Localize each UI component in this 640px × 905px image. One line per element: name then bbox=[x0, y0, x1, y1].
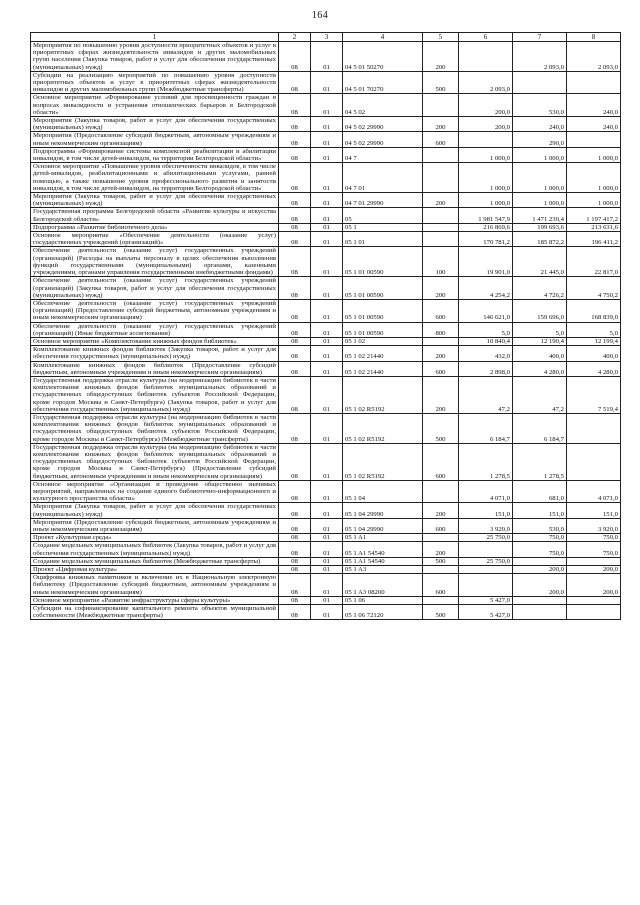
amount-col6 bbox=[459, 132, 513, 147]
expense-type-code: 600 bbox=[423, 361, 459, 376]
subsection-code: 01 bbox=[311, 147, 343, 162]
target-article-code: 05 1 04 29990 bbox=[343, 518, 423, 533]
section-code: 08 bbox=[279, 542, 311, 557]
target-article-code: 05 1 06 bbox=[343, 596, 423, 604]
target-article-code: 05 1 A3 08200 bbox=[343, 574, 423, 597]
section-code: 08 bbox=[279, 413, 311, 443]
table-row bbox=[31, 193, 621, 208]
subsection-code: 01 bbox=[311, 574, 343, 597]
amount-col7: 200,0 bbox=[513, 574, 567, 597]
target-article-code: 04 5 02 bbox=[343, 94, 423, 117]
amount-col6: 6 184,7 bbox=[459, 413, 513, 443]
amount-col7 bbox=[513, 605, 567, 620]
expense-type-code: 600 bbox=[423, 443, 459, 480]
amount-col7: 4 280,0 bbox=[513, 361, 567, 376]
section-code: 08 bbox=[279, 480, 311, 503]
expense-type-code: 500 bbox=[423, 71, 459, 94]
amount-col7: 47,2 bbox=[513, 376, 567, 413]
section-code: 08 bbox=[279, 193, 311, 208]
amount-col8 bbox=[567, 443, 621, 480]
amount-col8 bbox=[567, 132, 621, 147]
subsection-code: 01 bbox=[311, 322, 343, 337]
table-header-row bbox=[31, 33, 621, 42]
section-code: 08 bbox=[279, 518, 311, 533]
amount-col6: 432,0 bbox=[459, 346, 513, 361]
column-header: 3 bbox=[311, 33, 343, 42]
amount-col6: 10 840,4 bbox=[459, 337, 513, 345]
amount-col8: 240,0 bbox=[567, 94, 621, 117]
amount-col7: 750,0 bbox=[513, 534, 567, 542]
amount-col7: 5,0 bbox=[513, 322, 567, 337]
row-description: Основное мероприятие «Комплектование книжных фондов библиотек» bbox=[31, 337, 279, 345]
section-code: 08 bbox=[279, 163, 311, 193]
section-code: 08 bbox=[279, 299, 311, 322]
row-description: Обеспечение деятельности (оказание услуг) государственных учреждений (организаций) (Предоставление субсидий бюджетным, автономным учреждениям и иным некоммерческим организациям) bbox=[31, 299, 279, 322]
column-header: 5 bbox=[423, 33, 459, 42]
table-row bbox=[31, 208, 621, 223]
amount-col7: 159 696,0 bbox=[513, 299, 567, 322]
amount-col8 bbox=[567, 71, 621, 94]
subsection-code: 01 bbox=[311, 346, 343, 361]
expense-type-code: 600 bbox=[423, 132, 459, 147]
expense-type-code: 600 bbox=[423, 518, 459, 533]
amount-col6: 170 781,2 bbox=[459, 232, 513, 247]
amount-col8: 1 000,0 bbox=[567, 147, 621, 162]
section-code: 08 bbox=[279, 232, 311, 247]
amount-col7: 750,0 bbox=[513, 542, 567, 557]
amount-col8: 3 920,0 bbox=[567, 518, 621, 533]
target-article-code: 04 5 02 29990 bbox=[343, 132, 423, 147]
table-row bbox=[31, 337, 621, 345]
section-code: 08 bbox=[279, 277, 311, 300]
amount-col7: 681,0 bbox=[513, 480, 567, 503]
target-article-code: 05 1 01 00590 bbox=[343, 322, 423, 337]
subsection-code: 01 bbox=[311, 132, 343, 147]
target-article-code: 05 1 02 R5192 bbox=[343, 376, 423, 413]
target-article-code: 05 1 01 bbox=[343, 232, 423, 247]
row-description: Основное мероприятие «Организация и проведение общественно значимых мероприятий, направленных на создание единого библиотечно-информационного и культурного пространства области» bbox=[31, 480, 279, 503]
section-code: 08 bbox=[279, 247, 311, 277]
target-article-code: 05 1 02 bbox=[343, 337, 423, 345]
table-row bbox=[31, 566, 621, 574]
table-row bbox=[31, 413, 621, 443]
amount-col7: 200,0 bbox=[513, 566, 567, 574]
amount-col6: 1 000,0 bbox=[459, 163, 513, 193]
target-article-code: 05 1 06 72120 bbox=[343, 605, 423, 620]
amount-col7: 21 445,0 bbox=[513, 247, 567, 277]
amount-col7: 151,0 bbox=[513, 503, 567, 518]
row-description: Мероприятия (Предоставление субсидий бюджетным, автономным учреждениям и иным некоммерческим организациям) bbox=[31, 518, 279, 533]
amount-col7: 185 872,2 bbox=[513, 232, 567, 247]
subsection-code: 01 bbox=[311, 518, 343, 533]
subsection-code: 01 bbox=[311, 232, 343, 247]
target-article-code: 05 bbox=[343, 208, 423, 223]
subsection-code: 01 bbox=[311, 277, 343, 300]
expense-type-code: 800 bbox=[423, 322, 459, 337]
column-header: 6 bbox=[459, 33, 513, 42]
subsection-code: 01 bbox=[311, 480, 343, 503]
expense-type-code bbox=[423, 596, 459, 604]
column-header: 4 bbox=[343, 33, 423, 42]
section-code: 08 bbox=[279, 132, 311, 147]
target-article-code: 04 5 02 29990 bbox=[343, 117, 423, 132]
section-code: 08 bbox=[279, 361, 311, 376]
amount-col7: 1 278,5 bbox=[513, 443, 567, 480]
amount-col6: 25 750,0 bbox=[459, 557, 513, 565]
expense-type-code bbox=[423, 94, 459, 117]
amount-col8: 4 280,0 bbox=[567, 361, 621, 376]
table-row bbox=[31, 94, 621, 117]
target-article-code: 05 1 02 R5192 bbox=[343, 413, 423, 443]
amount-col7: 290,0 bbox=[513, 132, 567, 147]
subsection-code: 01 bbox=[311, 299, 343, 322]
target-article-code: 04 5 01 70270 bbox=[343, 71, 423, 94]
section-code: 08 bbox=[279, 574, 311, 597]
amount-col7: 2 093,0 bbox=[513, 42, 567, 72]
amount-col8: 2 093,0 bbox=[567, 42, 621, 72]
target-article-code: 04 5 01 50270 bbox=[343, 42, 423, 72]
amount-col8: 750,0 bbox=[567, 542, 621, 557]
expense-type-code: 600 bbox=[423, 299, 459, 322]
amount-col7: 1 000,0 bbox=[513, 147, 567, 162]
expense-type-code: 200 bbox=[423, 542, 459, 557]
budget-table bbox=[30, 32, 621, 620]
table-row bbox=[31, 596, 621, 604]
amount-col7 bbox=[513, 596, 567, 604]
row-description: Обеспечение деятельности (оказание услуг) государственных учреждений (организаций) (Расходы на выплаты персоналу в целях обеспечения выполнения функций государственными (муниципальными) органами, казенными учреждениями, органами управления государственными внебюджетными фондами) bbox=[31, 247, 279, 277]
table-row bbox=[31, 247, 621, 277]
section-code: 08 bbox=[279, 337, 311, 345]
amount-col6: 200,0 bbox=[459, 94, 513, 117]
row-description: Государственная программа Белгородской области «Развитие культуры и искусства Белгородской области» bbox=[31, 208, 279, 223]
expense-type-code: 200 bbox=[423, 193, 459, 208]
amount-col8: 168 839,0 bbox=[567, 299, 621, 322]
amount-col7 bbox=[513, 71, 567, 94]
table-row bbox=[31, 223, 621, 231]
table-row bbox=[31, 534, 621, 542]
subsection-code: 01 bbox=[311, 542, 343, 557]
section-code: 08 bbox=[279, 42, 311, 72]
row-description: Государственная поддержка отрасли культуры (на модернизацию библиотек в части комплектования книжных фондов библиотек муниципальных образований и государственных общедоступных библиотек субъектов Российской Федерации, кроме городов Москвы и Санкт-Петербурга) (Межбюджетные трансферты) bbox=[31, 413, 279, 443]
amount-col7: 12 190,4 bbox=[513, 337, 567, 345]
amount-col6: 25 750,0 bbox=[459, 534, 513, 542]
expense-type-code bbox=[423, 147, 459, 162]
target-article-code: 05 1 A1 bbox=[343, 534, 423, 542]
expense-type-code: 100 bbox=[423, 247, 459, 277]
amount-col6: 4 071,0 bbox=[459, 480, 513, 503]
amount-col6: 1 278,5 bbox=[459, 443, 513, 480]
amount-col6: 19 901,0 bbox=[459, 247, 513, 277]
row-description: Субсидии на реализацию мероприятий по повышению уровня доступности приоритетных объектов и услуг в приоритетных сферах жизнедеятельности инвалидов и других маломобильных групп (Межбюджетные трансферты) bbox=[31, 71, 279, 94]
expense-type-code: 200 bbox=[423, 346, 459, 361]
expense-type-code: 500 bbox=[423, 557, 459, 565]
column-header: 8 bbox=[567, 33, 621, 42]
row-description: Мероприятия (Предоставление субсидий бюджетным, автономным учреждениям и иным некоммерческим организациям) bbox=[31, 132, 279, 147]
amount-col8: 12 199,4 bbox=[567, 337, 621, 345]
row-description: Основное мероприятие «Обеспечение деятельности (оказание услуг) государственных учреждений (организаций)» bbox=[31, 232, 279, 247]
expense-type-code: 200 bbox=[423, 42, 459, 72]
row-description: Государственная поддержка отрасли культуры (на модернизацию библиотек в части комплектования книжных фондов библиотек муниципальных образований и государственных общедоступных библиотек субъектов Российской Федерации, кроме городов Москвы и Санкт-Петербурга) (Предоставление субсидий бюджетным, автономным учреждениям и иным некоммерческим организациям) bbox=[31, 443, 279, 480]
amount-col6: 151,0 bbox=[459, 503, 513, 518]
row-description: Мероприятия (Закупка товаров, работ и услуг для обеспечения государственных (муниципальных) нужд) bbox=[31, 117, 279, 132]
row-description: Основное мероприятие «Развитие инфраструктуры сферы культуры» bbox=[31, 596, 279, 604]
amount-col7: 400,0 bbox=[513, 346, 567, 361]
amount-col6: 146 621,0 bbox=[459, 299, 513, 322]
target-article-code: 04 7 bbox=[343, 147, 423, 162]
table-row bbox=[31, 503, 621, 518]
expense-type-code: 200 bbox=[423, 117, 459, 132]
target-article-code: 05 1 01 00590 bbox=[343, 299, 423, 322]
table-row bbox=[31, 361, 621, 376]
amount-col8: 240,0 bbox=[567, 117, 621, 132]
subsection-code: 01 bbox=[311, 208, 343, 223]
subsection-code: 01 bbox=[311, 596, 343, 604]
expense-type-code bbox=[423, 534, 459, 542]
amount-col8 bbox=[567, 413, 621, 443]
row-description: Подпрограмма «Развитие библиотечного дела» bbox=[31, 223, 279, 231]
section-code: 08 bbox=[279, 208, 311, 223]
expense-type-code: 600 bbox=[423, 574, 459, 597]
target-article-code: 05 1 A1 54540 bbox=[343, 557, 423, 565]
table-row bbox=[31, 574, 621, 597]
amount-col8: 7 519,4 bbox=[567, 376, 621, 413]
expense-type-code: 200 bbox=[423, 503, 459, 518]
amount-col6: 1 000,0 bbox=[459, 193, 513, 208]
row-description: Проект «Культурная среда» bbox=[31, 534, 279, 542]
table-row bbox=[31, 443, 621, 480]
row-description: Обеспечение деятельности (оказание услуг) государственных учреждений (организаций) (Иные бюджетные ассигнования) bbox=[31, 322, 279, 337]
expense-type-code bbox=[423, 208, 459, 223]
expense-type-code bbox=[423, 566, 459, 574]
amount-col7: 530,0 bbox=[513, 94, 567, 117]
table-row bbox=[31, 605, 621, 620]
amount-col8: 5,0 bbox=[567, 322, 621, 337]
amount-col6 bbox=[459, 566, 513, 574]
table-row bbox=[31, 480, 621, 503]
expense-type-code bbox=[423, 232, 459, 247]
expense-type-code bbox=[423, 163, 459, 193]
section-code: 08 bbox=[279, 223, 311, 231]
row-description: Комплектование книжных фондов библиотек (Предоставление субсидий бюджетным, автономным учреждениям и иным некоммерческим организациям) bbox=[31, 361, 279, 376]
target-article-code: 05 1 01 00590 bbox=[343, 247, 423, 277]
table-row bbox=[31, 117, 621, 132]
amount-col7: 1 000,0 bbox=[513, 193, 567, 208]
target-article-code: 05 1 02 21440 bbox=[343, 361, 423, 376]
row-description: Основное мероприятие «Повышение уровня обеспеченности инвалидов, в том числе детей-инвалидов, реабилитационными и абилитационными услугами, ранней помощью, а также повышение уровня профессионального развития и занятости инвалидов, в том числе детей-инвалидов, на территории Белгородской области» bbox=[31, 163, 279, 193]
amount-col7: 4 726,2 bbox=[513, 277, 567, 300]
amount-col6: 5,0 bbox=[459, 322, 513, 337]
table-row bbox=[31, 299, 621, 322]
column-header: 2 bbox=[279, 33, 311, 42]
subsection-code: 01 bbox=[311, 71, 343, 94]
amount-col7: 1 000,0 bbox=[513, 163, 567, 193]
subsection-code: 01 bbox=[311, 337, 343, 345]
subsection-code: 01 bbox=[311, 361, 343, 376]
section-code: 08 bbox=[279, 557, 311, 565]
column-header: 7 bbox=[513, 33, 567, 42]
row-description: Создание модельных муниципальных библиотек (Закупка товаров, работ и услуг для обеспечения государственных (муниципальных) нужд) bbox=[31, 542, 279, 557]
section-code: 08 bbox=[279, 596, 311, 604]
amount-col8: 200,0 bbox=[567, 566, 621, 574]
section-code: 08 bbox=[279, 346, 311, 361]
amount-col8: 151,0 bbox=[567, 503, 621, 518]
subsection-code: 01 bbox=[311, 117, 343, 132]
amount-col6: 4 254,2 bbox=[459, 277, 513, 300]
amount-col6: 3 920,0 bbox=[459, 518, 513, 533]
amount-col6: 216 869,6 bbox=[459, 223, 513, 231]
expense-type-code: 200 bbox=[423, 277, 459, 300]
table-row bbox=[31, 557, 621, 565]
subsection-code: 01 bbox=[311, 163, 343, 193]
amount-col8: 750,0 bbox=[567, 534, 621, 542]
amount-col8: 196 411,2 bbox=[567, 232, 621, 247]
expense-type-code bbox=[423, 337, 459, 345]
section-code: 08 bbox=[279, 605, 311, 620]
target-article-code: 05 1 01 00590 bbox=[343, 277, 423, 300]
row-description: Государственная поддержка отрасли культуры (на модернизацию библиотек в части комплектования книжных фондов библиотек муниципальных образований и государственных общедоступных библиотек субъектов Российской Федерации, кроме городов Москвы и Санкт-Петербурга) (Закупка товаров, работ и услуг для обеспечения государственных (муниципальных) нужд) bbox=[31, 376, 279, 413]
target-article-code: 05 1 A1 54540 bbox=[343, 542, 423, 557]
subsection-code: 01 bbox=[311, 247, 343, 277]
row-description: Мероприятия (Закупка товаров, работ и услуг для обеспечения государственных (муниципальных) нужд) bbox=[31, 193, 279, 208]
amount-col8: 1 000,0 bbox=[567, 163, 621, 193]
target-article-code: 05 1 02 R5192 bbox=[343, 443, 423, 480]
expense-type-code: 500 bbox=[423, 605, 459, 620]
amount-col6: 5 427,0 bbox=[459, 596, 513, 604]
section-code: 08 bbox=[279, 566, 311, 574]
row-description: Обеспечение деятельности (оказание услуг) государственных учреждений (организаций) (Закупка товаров, работ и услуг для обеспечения государственных (муниципальных) нужд) bbox=[31, 277, 279, 300]
table-row bbox=[31, 376, 621, 413]
amount-col8: 22 817,0 bbox=[567, 247, 621, 277]
amount-col7 bbox=[513, 557, 567, 565]
amount-col6: 5 427,0 bbox=[459, 605, 513, 620]
subsection-code: 01 bbox=[311, 223, 343, 231]
row-description: Мероприятия по повышению уровня доступности приоритетных объектов и услуг в приоритетных сферах жизнедеятельности инвалидов и других маломобильных групп населения (Закупка товаров, работ и услуг для обеспечения государственных (муниципальных) нужд) bbox=[31, 42, 279, 72]
section-code: 08 bbox=[279, 71, 311, 94]
table-row bbox=[31, 163, 621, 193]
table-row bbox=[31, 322, 621, 337]
amount-col7: 240,0 bbox=[513, 117, 567, 132]
column-header: 1 bbox=[31, 33, 279, 42]
subsection-code: 01 bbox=[311, 376, 343, 413]
table-row bbox=[31, 518, 621, 533]
subsection-code: 01 bbox=[311, 503, 343, 518]
subsection-code: 01 bbox=[311, 566, 343, 574]
row-description: Субсидии на софинансирование капитального ремонта объектов муниципальной собственности (Межбюджетные трансферты) bbox=[31, 605, 279, 620]
table-row bbox=[31, 71, 621, 94]
section-code: 08 bbox=[279, 503, 311, 518]
section-code: 08 bbox=[279, 534, 311, 542]
target-article-code: 04 7 01 bbox=[343, 163, 423, 193]
row-description: Основное мероприятие «Формирование условий для просвещенности граждан в вопросах инвалидности и устранения отношенческих барьеров в Белгородской области» bbox=[31, 94, 279, 117]
row-description: Создание модельных муниципальных библиотек (Межбюджетные трансферты) bbox=[31, 557, 279, 565]
section-code: 08 bbox=[279, 94, 311, 117]
amount-col8: 1 000,0 bbox=[567, 193, 621, 208]
table-row bbox=[31, 42, 621, 72]
amount-col6: 1 000,0 bbox=[459, 147, 513, 162]
amount-col8 bbox=[567, 605, 621, 620]
amount-col7: 530,0 bbox=[513, 518, 567, 533]
target-article-code: 05 1 bbox=[343, 223, 423, 231]
section-code: 08 bbox=[279, 443, 311, 480]
table-row bbox=[31, 542, 621, 557]
subsection-code: 01 bbox=[311, 443, 343, 480]
subsection-code: 01 bbox=[311, 42, 343, 72]
target-article-code: 05 1 04 29990 bbox=[343, 503, 423, 518]
table-row bbox=[31, 346, 621, 361]
subsection-code: 01 bbox=[311, 557, 343, 565]
amount-col6 bbox=[459, 542, 513, 557]
amount-col8: 4 750,2 bbox=[567, 277, 621, 300]
row-description: Мероприятия (Закупка товаров, работ и услуг для обеспечения государственных (муниципальных) нужд) bbox=[31, 503, 279, 518]
amount-col8: 213 631,6 bbox=[567, 223, 621, 231]
row-description: Подпрограмма «Формирование системы комплексной реабилитации и абилитации инвалидов, в том числе детей-инвалидов, на территории Белгородской области» bbox=[31, 147, 279, 162]
amount-col6: 2 898,0 bbox=[459, 361, 513, 376]
amount-col8 bbox=[567, 557, 621, 565]
target-article-code: 05 1 04 bbox=[343, 480, 423, 503]
amount-col8 bbox=[567, 596, 621, 604]
section-code: 08 bbox=[279, 117, 311, 132]
expense-type-code bbox=[423, 223, 459, 231]
expense-type-code: 500 bbox=[423, 413, 459, 443]
table-row bbox=[31, 147, 621, 162]
target-article-code: 05 1 A3 bbox=[343, 566, 423, 574]
amount-col6: 2 093,0 bbox=[459, 71, 513, 94]
amount-col6: 200,0 bbox=[459, 117, 513, 132]
table-row bbox=[31, 232, 621, 247]
target-article-code: 04 7 01 29990 bbox=[343, 193, 423, 208]
amount-col8: 1 197 417,2 bbox=[567, 208, 621, 223]
amount-col7: 1 471 230,4 bbox=[513, 208, 567, 223]
row-description: Оцифровка книжных памятников и включение их в Национальную электронную библиотеку (Предоставление субсидий бюджетным, автономным учреждениям и иным некоммерческим организациям) bbox=[31, 574, 279, 597]
section-code: 08 bbox=[279, 147, 311, 162]
subsection-code: 01 bbox=[311, 193, 343, 208]
target-article-code: 05 1 02 21440 bbox=[343, 346, 423, 361]
amount-col7: 199 693,6 bbox=[513, 223, 567, 231]
row-description: Комплектование книжных фондов библиотек (Закупка товаров, работ и услуг для обеспечения государственных (муниципальных) нужд) bbox=[31, 346, 279, 361]
amount-col6 bbox=[459, 42, 513, 72]
amount-col6: 1 981 547,9 bbox=[459, 208, 513, 223]
amount-col8: 4 071,0 bbox=[567, 480, 621, 503]
row-description: Проект «Цифровая культура» bbox=[31, 566, 279, 574]
subsection-code: 01 bbox=[311, 94, 343, 117]
amount-col8: 400,0 bbox=[567, 346, 621, 361]
subsection-code: 01 bbox=[311, 413, 343, 443]
amount-col8: 200,0 bbox=[567, 574, 621, 597]
table-row bbox=[31, 277, 621, 300]
subsection-code: 01 bbox=[311, 534, 343, 542]
expense-type-code bbox=[423, 480, 459, 503]
amount-col6 bbox=[459, 574, 513, 597]
amount-col6: 47,2 bbox=[459, 376, 513, 413]
section-code: 08 bbox=[279, 322, 311, 337]
page-number: 164 bbox=[311, 10, 329, 21]
subsection-code: 01 bbox=[311, 605, 343, 620]
table-row bbox=[31, 132, 621, 147]
amount-col7: 6 184,7 bbox=[513, 413, 567, 443]
expense-type-code: 200 bbox=[423, 376, 459, 413]
section-code: 08 bbox=[279, 376, 311, 413]
